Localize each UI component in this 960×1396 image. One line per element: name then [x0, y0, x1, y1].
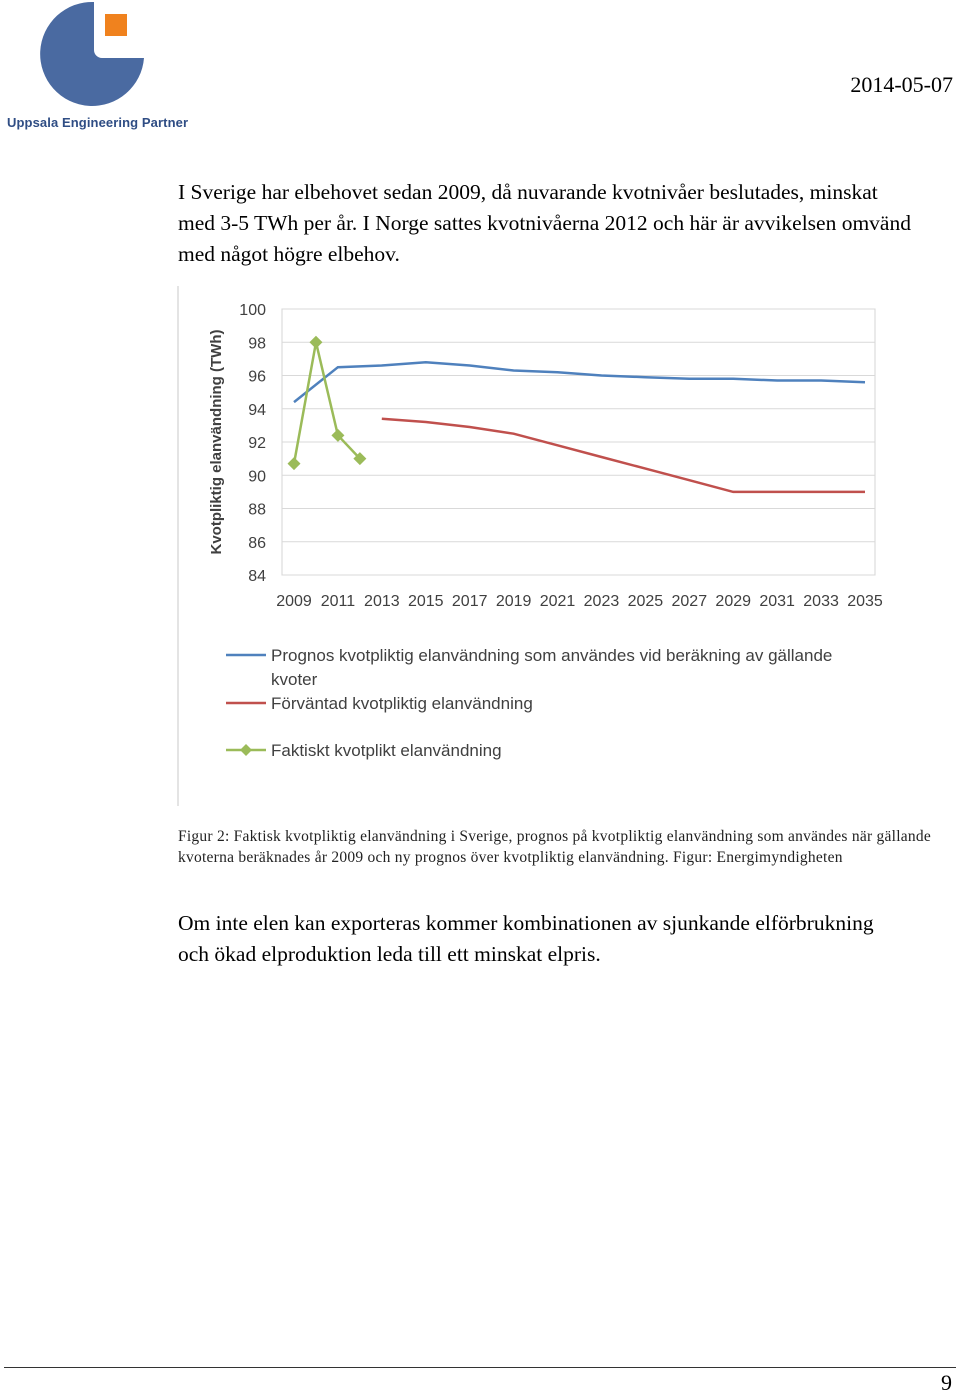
x-tick-label: 2009 [276, 593, 312, 610]
legend-label-0: Prognos kvotpliktig elanvändning som användes vid beräkning av gällande kvoter [271, 646, 833, 689]
series-lines [288, 336, 866, 492]
document-date: 2014-05-07 [850, 72, 953, 97]
y-tick-label: 92 [248, 435, 266, 452]
y-tick-label: 100 [239, 302, 266, 319]
legend-label-1: Förväntad kvotpliktig elanvändning [271, 694, 533, 713]
x-tick-label: 2017 [451, 593, 488, 610]
y-tick-label: 90 [248, 468, 266, 486]
x-tick-label: 2021 [539, 593, 576, 610]
series-line-2 [294, 342, 360, 463]
y-tick-label: 84 [248, 568, 266, 585]
series-line-1 [382, 419, 865, 492]
logo-wordmark: Uppsala Engineering Partner [7, 115, 189, 130]
paragraph-conclusion: Om inte elen kan exporteras kommer kombinationen av sjunkande elförbrukning och ökad elproduktion leda till ett minskat elpris. [178, 911, 874, 966]
x-tick-label: 2023 [583, 593, 620, 610]
legend-label-2: Faktiskt kvotplikt elanvändning [271, 741, 502, 760]
x-tick-label: 2013 [364, 593, 400, 610]
x-tick-label: 2031 [759, 593, 795, 610]
x-tick-label: 2015 [407, 593, 444, 610]
x-tick-label: 2033 [803, 593, 839, 610]
paragraph-intro: I Sverige har elbehovet sedan 2009, då nuvarande kvotnivåer beslutades, minskat med 3-5 TWh per år. I Norge sattes kvotnivåerna 2012 och här är avvikelsen omvänd med något högre elbehov. [178, 180, 911, 266]
footer-divider [4, 1367, 956, 1368]
figure-chart [176, 284, 896, 808]
x-tick-label: 2035 [847, 593, 883, 610]
page-number: 9 [941, 1370, 952, 1395]
y-tick-labels [239, 302, 266, 585]
x-tick-label: 2019 [495, 593, 532, 610]
legend [226, 646, 832, 760]
y-tick-label: 88 [248, 501, 266, 519]
series-line-0 [294, 362, 865, 402]
data-point [309, 336, 322, 349]
y-tick-label: 98 [248, 335, 266, 353]
y-tick-label: 94 [248, 401, 266, 419]
x-tick-labels [276, 593, 883, 610]
x-tick-label: 2011 [320, 593, 356, 610]
gridlines [282, 309, 875, 575]
x-tick-label: 2027 [671, 593, 708, 610]
logo-circle-shape [40, 2, 144, 106]
logo-orange-square [105, 14, 127, 36]
figure-caption: Figur 2: Faktisk kvotpliktig elanvändning i Sverige, prognos på kvotpliktig elanvändning som användes när gällande kvoterna beräknades år 2009 och ny prognos över kvotpliktig elanvändning. Figur: Energimyndigheten [178, 828, 932, 866]
legend-marker [240, 744, 252, 756]
y-tick-label: 86 [248, 534, 266, 552]
y-tick-label: 96 [248, 368, 266, 386]
x-tick-label: 2025 [627, 593, 664, 610]
data-point [288, 457, 301, 470]
y-axis-label: Kvotpliktig elanvändning (TWh) [208, 329, 225, 555]
x-tick-label: 2029 [715, 593, 752, 610]
